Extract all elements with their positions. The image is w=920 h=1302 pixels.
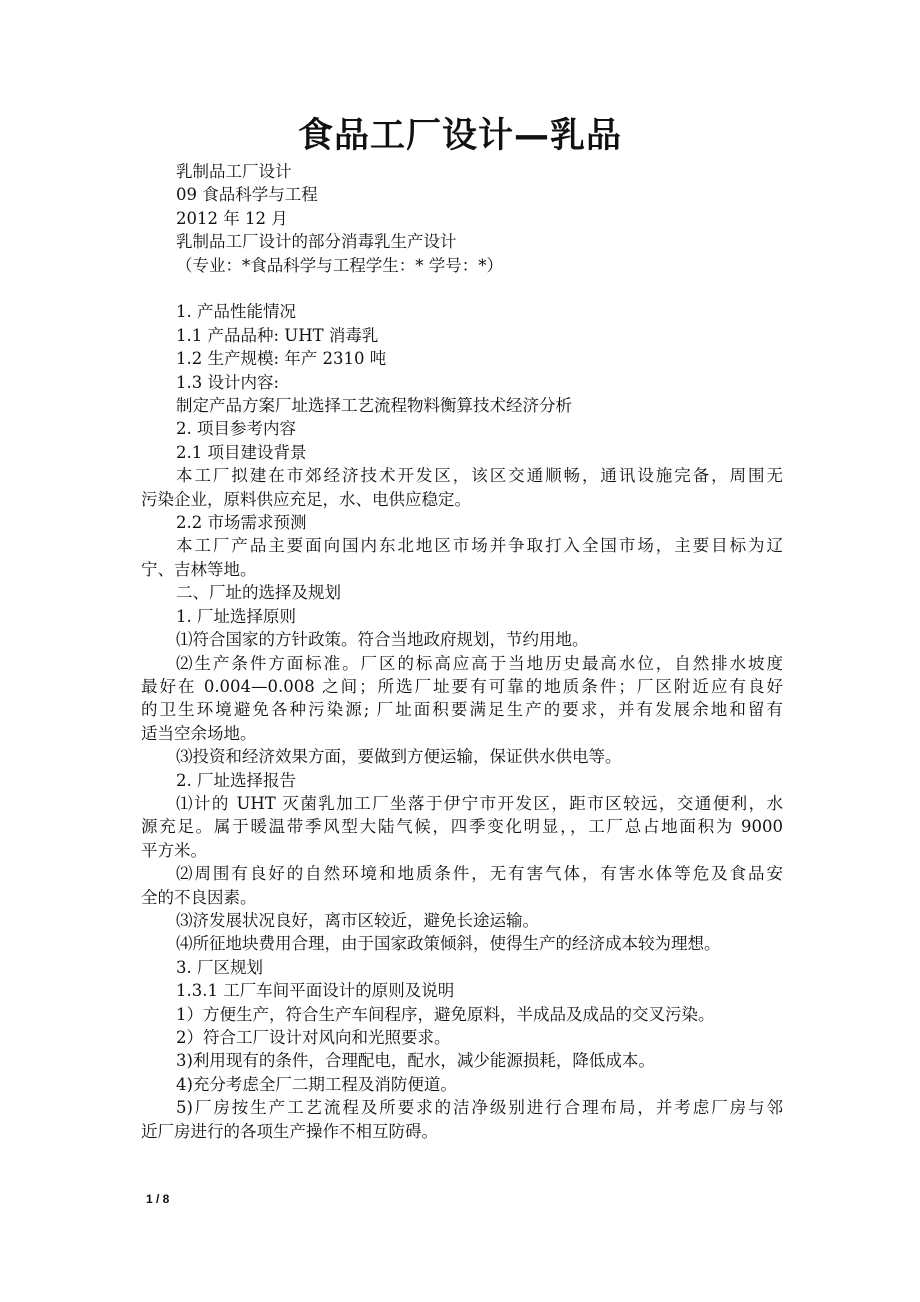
paragraph-line: ⑶投资和经济效果方面，要做到方便运输，保证供水供电等。 <box>176 747 622 767</box>
page-number: 1 / 8 <box>146 1192 170 1206</box>
paragraph-line: ⑶济发展状况良好，离市区较近，避免长途运输。 <box>176 910 539 930</box>
paragraph-line: 源充足。属于暖温带季风型大陆气候，四季变化明显，，工厂总占地面积为 9000 <box>141 817 783 837</box>
text-line: 乳制品工厂设计 <box>176 162 292 181</box>
section-heading: 1. 厂址选择原则 <box>176 606 296 626</box>
paragraph-line: 污染企业，原料供应充足，水、电供应稳定。 <box>141 489 471 509</box>
text-line: 2012 年 12 月 <box>176 208 288 228</box>
paragraph-line: 本工厂拟建在市郊经济技术开发区，该区交通顺畅，通讯设施完备，周围无 <box>176 466 783 486</box>
section-heading: 二、厂址的选择及规划 <box>176 583 341 603</box>
paragraph-line: 2）符合工厂设计对风向和光照要求。 <box>176 1028 451 1048</box>
paragraph-line: ⑵生产条件方面标准。厂区的标高应高于当地历史最高水位，自然排水坡度 <box>176 653 783 673</box>
paragraph-line: 宁、吉林等地。 <box>141 559 257 579</box>
paragraph-line: ⑷所征地块费用合理，由于国家政策倾斜，使得生产的经济成本较为理想。 <box>176 934 721 954</box>
paragraph-line: 全的不良因素。 <box>141 887 257 907</box>
text-line: 09 食品科学与工程 <box>176 185 318 205</box>
paragraph-line: 的卫生环境避免各种污染源; 厂址面积要满足生产的要求，并有发展余地和留有 <box>141 700 783 720</box>
paragraph-line: 5)厂房按生产工艺流程及所要求的洁净级别进行合理布局，并考虑厂房与邻 <box>176 1098 783 1118</box>
section-heading: 1.3.1 工厂车间平面设计的原则及说明 <box>176 981 455 1001</box>
text-line: 制定产品方案厂址选择工艺流程物料衡算技术经济分析 <box>176 396 572 416</box>
paragraph-line: ⑴计的 UHT 灭菌乳加工厂坐落于伊宁市开发区，距市区较远，交通便利，水 <box>176 793 783 813</box>
paragraph-line: 1）方便生产，符合生产车间程序，避免原料，半成品及成品的交叉污染。 <box>176 1004 715 1024</box>
paragraph-line: 适当空余场地。 <box>141 723 257 743</box>
section-heading: 2.1 项目建设背景 <box>176 442 307 462</box>
text-line: 1.3 设计内容: <box>176 372 280 392</box>
text-line: 乳制品工厂设计的部分消毒乳生产设计 <box>176 232 457 252</box>
paragraph-line: ⑴符合国家的方针政策。符合当地政府规划，节约用地。 <box>176 630 589 650</box>
text-line: 1.1 产品品种: UHT 消毒乳 <box>176 325 379 345</box>
text-line: 1.2 生产规模: 年产 2310 吨 <box>176 349 387 369</box>
section-heading: 2. 项目参考内容 <box>176 419 296 439</box>
paragraph-line: 4)充分考虑全厂二期工程及消防便道。 <box>176 1074 457 1094</box>
paragraph-line: 最好在 0.004—0.008 之间；所选厂址要有可靠的地质条件；厂区附近应有良好 <box>141 676 783 696</box>
section-heading: 2.2 市场需求预测 <box>176 513 307 533</box>
document-body <box>141 160 783 1143</box>
paragraph-line: 3)利用现有的条件，合理配电，配水，减少能源损耗，降低成本。 <box>176 1051 655 1071</box>
text-line: （专业：*食品科学与工程学生：* 学号：*） <box>176 255 503 275</box>
paragraph-line: 平方米。 <box>141 840 207 860</box>
section-heading: 1. 产品性能情况 <box>176 302 296 322</box>
section-heading: 2. 厂址选择报告 <box>176 770 296 790</box>
paragraph-line: 近厂房进行的各项生产操作不相互防碍。 <box>141 1121 438 1141</box>
blank-line <box>141 277 783 300</box>
paragraph-line: 本工厂产品主要面向国内东北地区市场并争取打入全国市场，主要目标为辽 <box>176 536 783 556</box>
section-heading: 3. 厂区规划 <box>176 957 263 977</box>
paragraph-line: ⑵周围有良好的自然环境和地质条件，无有害气体，有害水体等危及食品安 <box>176 864 783 884</box>
document-title: 食品工厂设计—乳品 <box>297 116 622 156</box>
